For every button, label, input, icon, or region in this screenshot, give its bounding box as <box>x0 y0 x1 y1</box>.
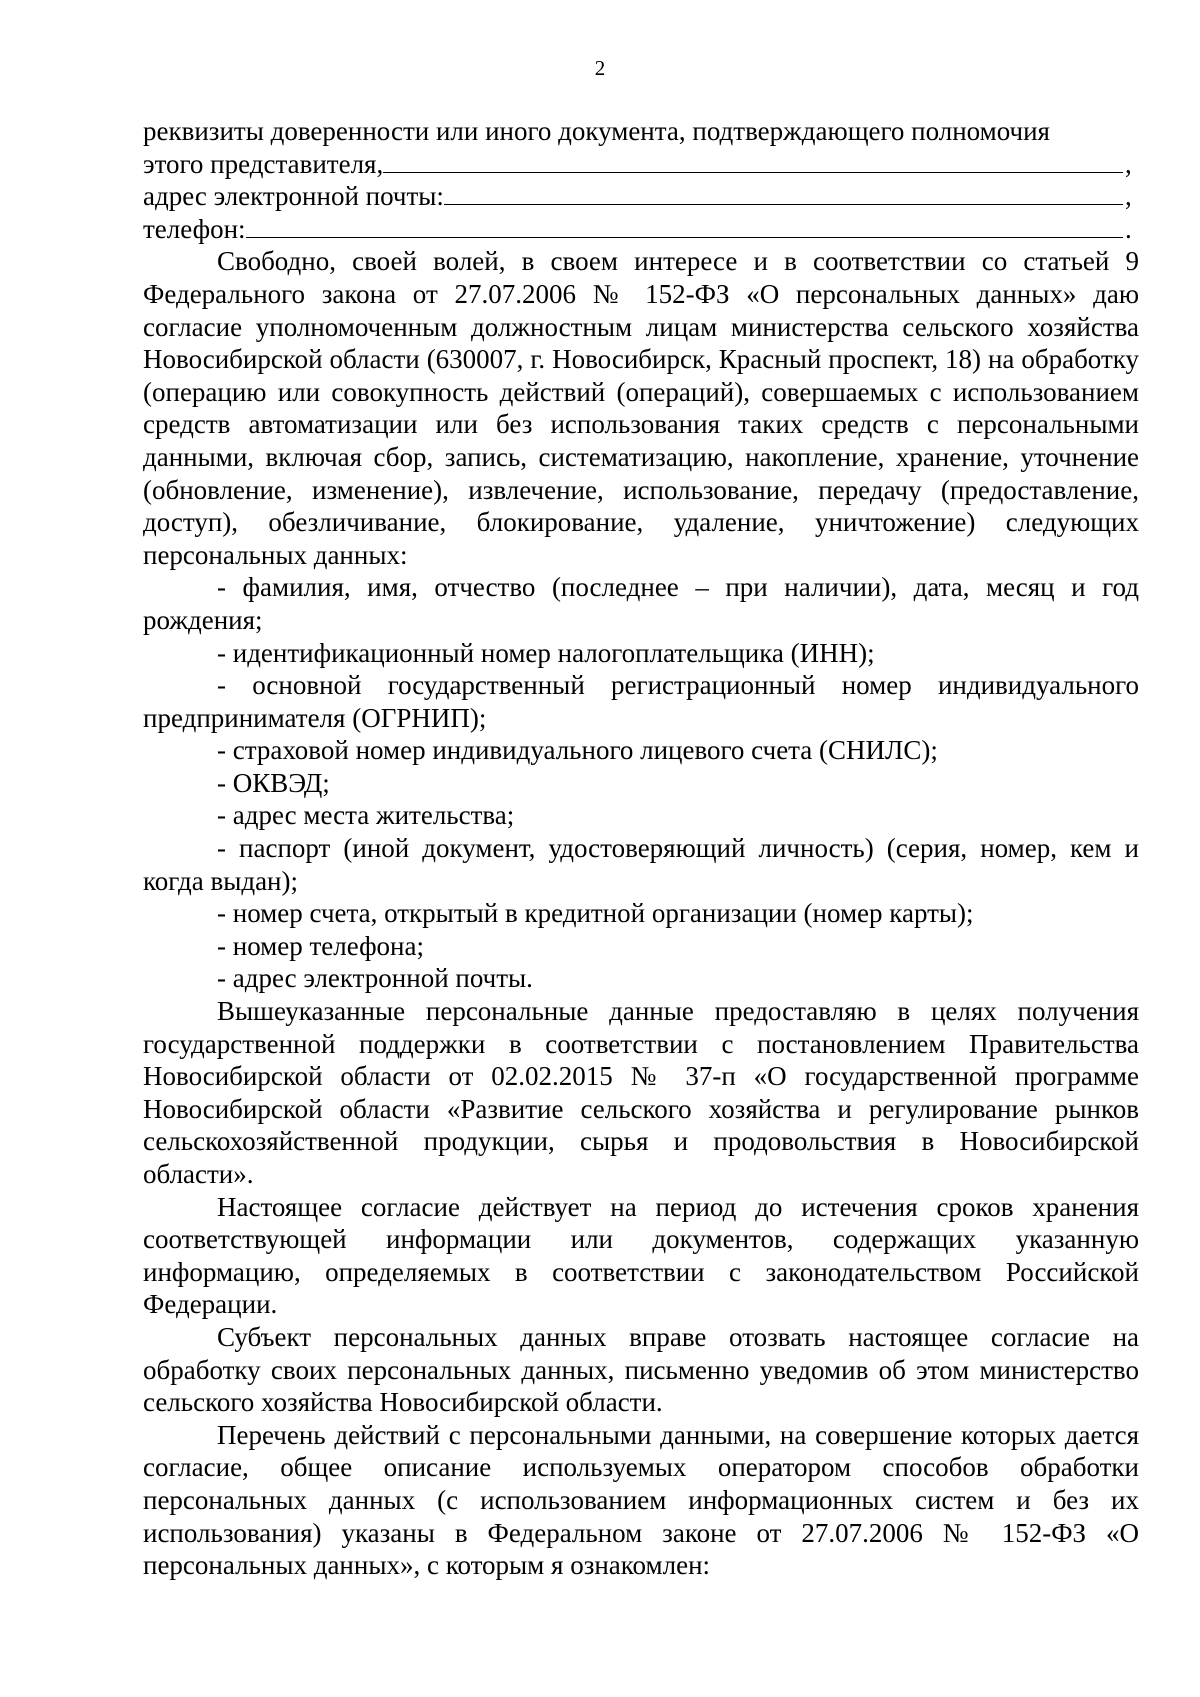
list-item: - адрес электронной почты. <box>217 963 533 994</box>
representative-field <box>143 148 1139 181</box>
phone-punct: . <box>1125 213 1132 244</box>
email-blank-line[interactable] <box>444 181 1123 205</box>
list-item: - страховой номер индивидуального лицевого счета (СНИЛС); <box>217 735 938 766</box>
email-punct: , <box>1125 181 1132 212</box>
phone-blank-line[interactable] <box>246 214 1123 238</box>
validity-paragraph: Настоящее согласие действует на период до истечения сроков хранения соответствующей информации или документов, содержащих указанную информацию, определяемых в соответствии с законодательством Российской Федерации. <box>143 1191 1139 1320</box>
consent-paragraph: Свободно, своей волей, в своем интересе и в соответствии со статьей 9 Федерального закона от 27.07.2006 № 152-ФЗ «О персональных данных» даю согласие уполномоченным должностным лицам министерства сельского хозяйства Новосибирской области (630007, г. Новосибирск, Красный проспект, 18) на обработку (операцию или совокупность действий (операций), совершаемых с использованием средств автоматизации или без использования таких средств с персональными данными, включая сбор, запись, систематизацию, накопление, хранение, уточнение (обновление, изменение), извлечение, использование, передачу (предоставление, доступ), обезличивание, блокирование, удаление, уничтожение) следующих персональных данных: <box>143 246 1139 570</box>
list-item: - адрес места жительства; <box>217 800 515 831</box>
representative-doc-text: реквизиты доверенности или иного документа, подтверждающего полномочия <box>143 116 1050 146</box>
list-item: - фамилия, имя, отчество (последнее – при наличии), дата, месяц и год рождения; <box>143 572 1139 635</box>
email-label: адрес электронной почты: <box>143 181 444 212</box>
list-item: - номер счета, открытый в кредитной организации (номер карты); <box>217 898 974 929</box>
phone-field <box>143 213 1139 246</box>
list-item: - номер телефона; <box>217 930 424 961</box>
list-item: - ОКВЭД; <box>217 767 330 798</box>
revocation-paragraph: Субъект персональных данных вправе отозвать настоящее согласие на обработку своих персональных данных, письменно уведомив об этом министерство сельского хозяйства Новосибирской области. <box>143 1321 1139 1418</box>
list-item: - идентификационный номер налогоплательщика (ИНН); <box>217 637 875 668</box>
list-item: - паспорт (иной документ, удостоверяющий личность) (серия, номер, кем и когда выдан); <box>143 833 1139 896</box>
phone-label: телефон: <box>143 213 246 244</box>
actions-paragraph: Перечень действий с персональными данными, на совершение которых дается согласие, общее описание используемых оператором способов обработки персональных данных (с использованием информационных систем и без их использования) указаны в Федеральном законе от 27.07.2006 № 152-ФЗ «О персональных данных», с которым я ознакомлен: <box>143 1419 1139 1581</box>
representative-label: этого представителя, <box>143 148 384 179</box>
document-body <box>143 115 1139 1582</box>
list-item: - основной государственный регистрационный номер индивидуального предпринимателя (ОГРНИП); <box>143 670 1139 733</box>
representative-punct: , <box>1125 148 1132 179</box>
purpose-paragraph: Вышеуказанные персональные данные предоставляю в целях получения государственной поддержки в соответствии с постановлением Правительства Новосибирской области от 02.02.2015 № 37-п «О государственной программе Новосибирской области «Развитие сельского хозяйства и регулирование рынков сельскохозяйственной продукции, сырья и продовольствия в Новосибирской области». <box>143 996 1139 1189</box>
email-field <box>143 180 1139 213</box>
representative-blank-line[interactable] <box>383 149 1123 173</box>
page-number: 2 <box>594 56 606 80</box>
personal-data-list <box>143 571 1139 995</box>
